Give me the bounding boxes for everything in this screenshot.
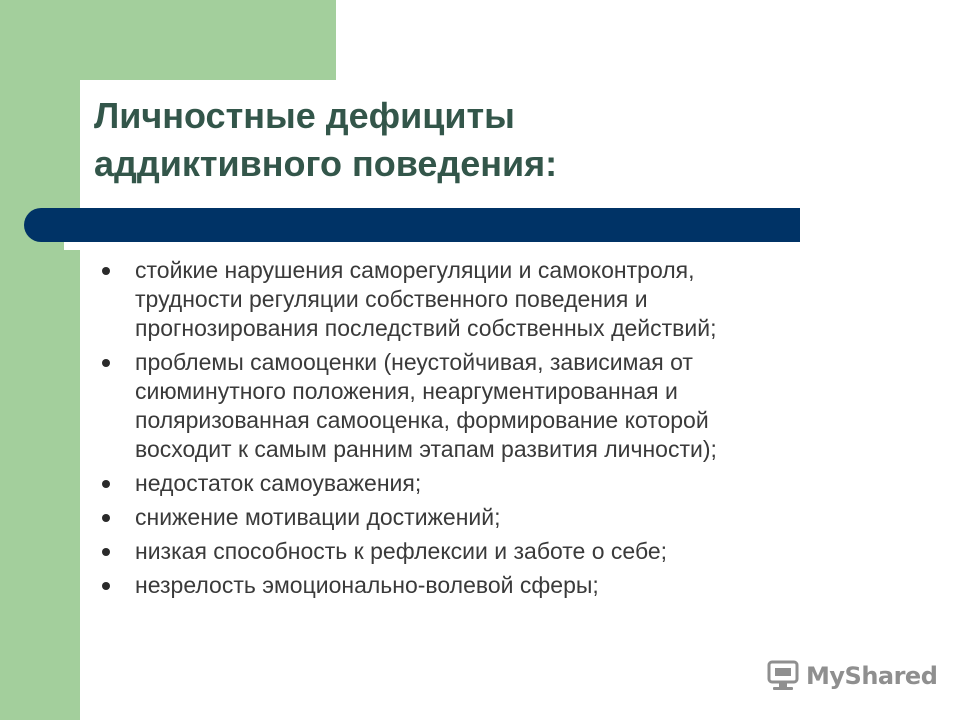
bullet-list (100, 256, 840, 605)
bullet-line: поляризованная самооценка, формирование которой (135, 407, 709, 433)
bullet-dot-icon (102, 359, 110, 367)
bullet-line: снижение мотивации достижений; (135, 504, 501, 530)
bullet-item (100, 348, 840, 464)
myshared-watermark[interactable] (766, 656, 937, 696)
bullet-item (100, 571, 840, 600)
bullet-line: трудности регуляции собственного поведения и (135, 286, 648, 312)
myshared-watermark-text: MyShared (806, 662, 938, 690)
bullet-item (100, 537, 840, 566)
bullet-line: низкая способность к рефлексии и заботе о себе; (135, 538, 668, 564)
title-bar-notch (64, 242, 80, 250)
bullet-item (100, 469, 840, 498)
bullet-line: прогнозирования последствий собственных действий; (135, 315, 717, 341)
title-underline-bar (24, 208, 800, 242)
bullet-item (100, 503, 840, 532)
bullet-line: незрелость эмоционально-волевой сферы; (135, 572, 599, 598)
bullet-line: недостаток самоуважения; (135, 470, 422, 496)
bullet-item (100, 256, 840, 343)
bullet-dot-icon (102, 548, 110, 556)
bullet-dot-icon (102, 582, 110, 590)
green-top-band (80, 0, 336, 80)
myshared-logo-icon (766, 659, 800, 693)
bullet-dot-icon (102, 480, 110, 488)
slide-title-line-1: Личностные дефициты (94, 95, 515, 136)
green-side-band (0, 0, 80, 720)
bullet-line: стойкие нарушения саморегуляции и самоконтроля, (135, 257, 695, 283)
slide-title-line-2: аддиктивного поведения: (94, 143, 558, 184)
slide-title (94, 92, 794, 188)
bullet-dot-icon (102, 267, 110, 275)
bullet-line: проблемы самооценки (неустойчивая, зависимая от (135, 349, 693, 375)
bullet-line: сиюминутного положения, неаргументированная и (135, 378, 678, 404)
bullet-dot-icon (102, 514, 110, 522)
bullet-line: восходит к самым ранним этапам развития личности); (135, 436, 717, 462)
